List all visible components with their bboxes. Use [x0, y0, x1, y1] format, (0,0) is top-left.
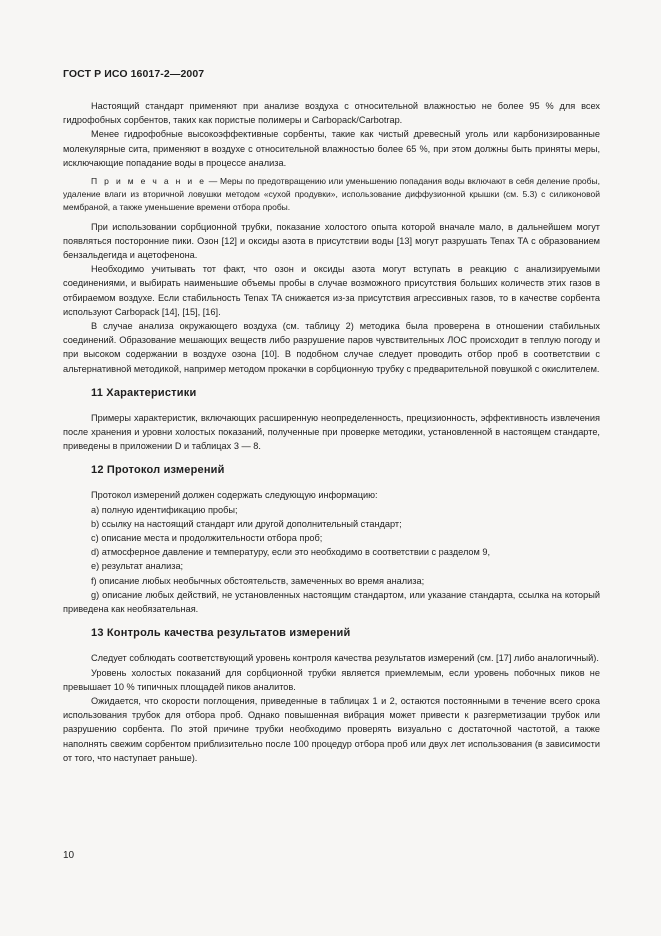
page-content [63, 99, 600, 765]
note-label: П р и м е ч а н и е [91, 176, 207, 187]
list-item: b) ссылку на настоящий стандарт или другой дополнительный стандарт; [91, 518, 402, 529]
paragraph-humidity-65: Менее гидрофобные высокоэффективные сорбенты, такие как чистый древесный уголь или карбонизированные молекулярные сита, применяют в воздухе с относительной влажностью более 65 %, при этом должны быть приняты меры, исключающие попадание воды в процессе анализа. [63, 129, 600, 168]
section-12-heading: 12 Протокол измерений [91, 464, 225, 477]
document-header: ГОСТ Р ИСО 16017-2—2007 [63, 68, 205, 80]
report-requirements-list [63, 488, 600, 616]
list-item: e) результат анализа; [91, 561, 184, 572]
page-number: 10 [63, 850, 75, 861]
section-11-text: Примеры характеристик, включающих расширенную неопределенность, прецизионность, эффективность извлечения после хранения и уровни холостых показаний, полученные при проверке методики, установленной в настоящем стандарте, приведены в приложении D и таблицах 3 — 8. [63, 412, 600, 452]
section-13-paragraph: Уровень холостых показаний для сорбционной трубки является приемлемым, если уровень побочных пиков не превышает 10 % типичных площадей пиков аналитов. [63, 667, 600, 692]
list-item: a) полную идентификацию пробы; [91, 504, 238, 515]
section-13-paragraph: Следует соблюдать соответствующий уровень контроля качества результатов измерений (см. [17] либо аналогичный). [91, 653, 599, 664]
note [63, 175, 600, 215]
note-text: — Меры по предотвращению или уменьшению попадания воды включают в себя деление пробы, удаление влаги из вторичной ловушки методом «сухой продувки», использование диффузионной крышки (см. 5.3) с силиконовой мембраной, а также уменьшение времени отбора пробы. [63, 176, 600, 213]
paragraph-ambient-air: В случае анализа окружающего воздуха (см. таблицу 2) методика была проверена в отношении стабильных соединений. Образование мешающих веществ либо разрушение паров чувствительных ЛОС происходит в теплую погоду и при высоком содержании в воздухе озона [10]. В подобном случае следует проводить отбор проб в соответствии с альтернативной методикой, например методом прокачки в сорбционную трубку с предварительной повушкой с окислителем. [63, 321, 600, 374]
section-13-heading: 13 Контроль качества результатов измерений [91, 627, 351, 640]
paragraph-ozone: Необходимо учитывать тот факт, что озон и оксиды азота могут вступать в реакцию с анализируемыми соединениями, и выбирать наименьшие объемы пробы в случае возможного присутствия больших количеств этих газов в отбираемом воздухе. Если стабильность Tenax TA снижается из-за присутствия агрессивных газов, то в качестве сорбента используют Carbopack [14], [15], [16]. [63, 264, 600, 317]
list-item: f) описание любых необычных обстоятельств, замеченных во время анализа; [91, 575, 425, 586]
list-item: c) описание места и продолжительности отбора проб; [91, 533, 323, 544]
paragraph-humidity-95: Настоящий стандарт применяют при анализе воздуха с относительной влажностью не более 95 % для всех гидрофобных сорбентов, таких как пористые полимеры и Carbopack/Carbotrap. [63, 101, 600, 126]
paragraph-blank-peaks: При использовании сорбционной трубки, показание холостого опыта которой вначале мало, в дальнейшем могут появляться посторонние пики. Озон [12] и оксиды азота в присутствии воды [13] могут разрушать Tenax TA с образованием бензальдегида и ацетофенона. [63, 221, 600, 261]
list-intro: Протокол измерений должен содержать следующую информацию: [91, 490, 378, 501]
section-11-heading: 11 Характеристики [91, 386, 197, 399]
section-13-paragraph: Ожидается, что скорости поглощения, приведенные в таблицах 1 и 2, остаются постоянными в течение всего срока использования трубок для отбора проб. Однако повышенная вибрация может привести к разгерметизации трубок или разрушению сорбента. По этой причине трубки необходимо проверять визуально с достаточной частотой, а также наполнять свежим сорбентом приблизительно после 100 процедур отбора проб или двух лет использования (в зависимости от того, что наступает раньше). [63, 695, 600, 763]
list-item: d) атмосферное давление и температуру, если это необходимо в соответствии с разделом 9, [91, 547, 491, 558]
list-item: g) описание любых действий, не установленных настоящим стандартом, или указание стандарта, ссылка на который приведена как необязательная. [63, 589, 600, 615]
